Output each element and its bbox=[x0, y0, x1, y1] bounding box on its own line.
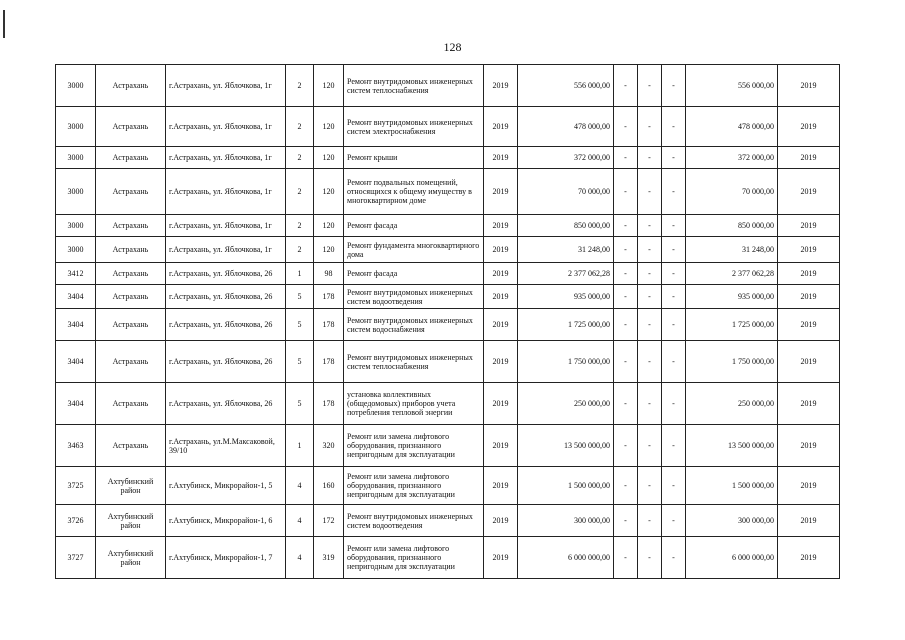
floors-cell: 1 bbox=[286, 425, 314, 467]
floors-cell: 5 bbox=[286, 285, 314, 309]
city-cell: Астрахань bbox=[96, 309, 166, 341]
floors-cell: 2 bbox=[286, 65, 314, 107]
city-cell: Астрахань bbox=[96, 285, 166, 309]
total-cell: 850 000,00 bbox=[686, 215, 778, 237]
dash-cell: - bbox=[614, 425, 638, 467]
completion-year-cell: 2019 bbox=[778, 537, 840, 579]
dash-cell: - bbox=[638, 505, 662, 537]
work-type-cell: Ремонт подвальных помещений, относящихся к общему имуществу в многоквартирном доме bbox=[344, 169, 484, 215]
row-id: 3000 bbox=[56, 107, 96, 147]
apartments-cell: 319 bbox=[314, 537, 344, 579]
amount-cell: 6 000 000,00 bbox=[518, 537, 614, 579]
city-cell: Астрахань bbox=[96, 107, 166, 147]
table-row bbox=[56, 309, 840, 341]
row-id: 3000 bbox=[56, 169, 96, 215]
total-cell: 70 000,00 bbox=[686, 169, 778, 215]
dash-cell: - bbox=[662, 425, 686, 467]
table-row bbox=[56, 505, 840, 537]
total-cell: 2 377 062,28 bbox=[686, 263, 778, 285]
completion-year-cell: 2019 bbox=[778, 215, 840, 237]
completion-year-cell: 2019 bbox=[778, 147, 840, 169]
city-cell: Астрахань bbox=[96, 215, 166, 237]
completion-year-cell: 2019 bbox=[778, 383, 840, 425]
work-type-cell: Ремонт внутридомовых инженерных систем электроснабжения bbox=[344, 107, 484, 147]
total-cell: 31 248,00 bbox=[686, 237, 778, 263]
city-cell: Астрахань bbox=[96, 65, 166, 107]
total-cell: 250 000,00 bbox=[686, 383, 778, 425]
city-cell: Астрахань bbox=[96, 237, 166, 263]
amount-cell: 250 000,00 bbox=[518, 383, 614, 425]
apartments-cell: 120 bbox=[314, 169, 344, 215]
table-row bbox=[56, 65, 840, 107]
completion-year-cell: 2019 bbox=[778, 65, 840, 107]
dash-cell: - bbox=[638, 537, 662, 579]
table-row bbox=[56, 147, 840, 169]
work-type-cell: Ремонт фасада bbox=[344, 215, 484, 237]
work-type-cell: Ремонт или замена лифтового оборудования, признанного непригодным для эксплуатации bbox=[344, 425, 484, 467]
apartments-cell: 178 bbox=[314, 309, 344, 341]
work-type-cell: Ремонт внутридомовых инженерных систем водоотведения bbox=[344, 505, 484, 537]
dash-cell: - bbox=[662, 65, 686, 107]
completion-year-cell: 2019 bbox=[778, 341, 840, 383]
address-cell: г.Астрахань, ул. Яблочкова, 26 bbox=[166, 383, 286, 425]
address-cell: г.Астрахань, ул. Яблочкова, 1г bbox=[166, 237, 286, 263]
total-cell: 13 500 000,00 bbox=[686, 425, 778, 467]
row-id: 3404 bbox=[56, 285, 96, 309]
dash-cell: - bbox=[614, 537, 638, 579]
floors-cell: 2 bbox=[286, 237, 314, 263]
completion-year-cell: 2019 bbox=[778, 107, 840, 147]
dash-cell: - bbox=[638, 237, 662, 263]
city-cell: Астрахань bbox=[96, 169, 166, 215]
amount-cell: 850 000,00 bbox=[518, 215, 614, 237]
dash-cell: - bbox=[638, 341, 662, 383]
address-cell: г.Астрахань, ул. Яблочкова, 1г bbox=[166, 107, 286, 147]
table-row bbox=[56, 263, 840, 285]
city-cell: Астрахань bbox=[96, 263, 166, 285]
table-row bbox=[56, 215, 840, 237]
city-cell: Ахтубинский район bbox=[96, 467, 166, 505]
address-cell: г.Ахтубинск, Микрорайон-1, 7 bbox=[166, 537, 286, 579]
address-cell: г.Астрахань, ул. Яблочкова, 26 bbox=[166, 263, 286, 285]
apartments-cell: 120 bbox=[314, 215, 344, 237]
table-row bbox=[56, 383, 840, 425]
apartments-cell: 120 bbox=[314, 65, 344, 107]
dash-cell: - bbox=[662, 383, 686, 425]
floors-cell: 1 bbox=[286, 263, 314, 285]
year-cell: 2019 bbox=[484, 169, 518, 215]
apartments-cell: 320 bbox=[314, 425, 344, 467]
completion-year-cell: 2019 bbox=[778, 505, 840, 537]
address-cell: г.Ахтубинск, Микрорайон-1, 6 bbox=[166, 505, 286, 537]
apartments-cell: 178 bbox=[314, 285, 344, 309]
row-id: 3412 bbox=[56, 263, 96, 285]
dash-cell: - bbox=[638, 147, 662, 169]
dash-cell: - bbox=[638, 383, 662, 425]
floors-cell: 5 bbox=[286, 383, 314, 425]
city-cell: Астрахань bbox=[96, 425, 166, 467]
year-cell: 2019 bbox=[484, 341, 518, 383]
amount-cell: 2 377 062,28 bbox=[518, 263, 614, 285]
year-cell: 2019 bbox=[484, 237, 518, 263]
year-cell: 2019 bbox=[484, 65, 518, 107]
dash-cell: - bbox=[638, 425, 662, 467]
address-cell: г.Астрахань, ул. Яблочкова, 26 bbox=[166, 309, 286, 341]
floors-cell: 2 bbox=[286, 215, 314, 237]
completion-year-cell: 2019 bbox=[778, 309, 840, 341]
table-row bbox=[56, 425, 840, 467]
floors-cell: 2 bbox=[286, 107, 314, 147]
total-cell: 1 725 000,00 bbox=[686, 309, 778, 341]
page-number: 128 bbox=[443, 40, 462, 54]
row-id: 3000 bbox=[56, 147, 96, 169]
work-type-cell: Ремонт внутридомовых инженерных систем водоснабжения bbox=[344, 309, 484, 341]
address-cell: г.Астрахань, ул. Яблочкова, 1г bbox=[166, 65, 286, 107]
address-cell: г.Астрахань, ул.М.Максаковой, 39/10 bbox=[166, 425, 286, 467]
amount-cell: 13 500 000,00 bbox=[518, 425, 614, 467]
dash-cell: - bbox=[614, 505, 638, 537]
dash-cell: - bbox=[662, 505, 686, 537]
total-cell: 372 000,00 bbox=[686, 147, 778, 169]
total-cell: 556 000,00 bbox=[686, 65, 778, 107]
address-cell: г.Астрахань, ул. Яблочкова, 1г bbox=[166, 169, 286, 215]
dash-cell: - bbox=[662, 107, 686, 147]
dash-cell: - bbox=[662, 341, 686, 383]
city-cell: Астрахань bbox=[96, 383, 166, 425]
address-cell: г.Ахтубинск, Микрорайон-1, 5 bbox=[166, 467, 286, 505]
row-id: 3727 bbox=[56, 537, 96, 579]
row-id: 3000 bbox=[56, 215, 96, 237]
completion-year-cell: 2019 bbox=[778, 263, 840, 285]
apartments-cell: 98 bbox=[314, 263, 344, 285]
dash-cell: - bbox=[662, 467, 686, 505]
address-cell: г.Астрахань, ул. Яблочкова, 26 bbox=[166, 285, 286, 309]
total-cell: 1 750 000,00 bbox=[686, 341, 778, 383]
completion-year-cell: 2019 bbox=[778, 467, 840, 505]
city-cell: Ахтубинский район bbox=[96, 537, 166, 579]
dash-cell: - bbox=[614, 107, 638, 147]
floors-cell: 5 bbox=[286, 309, 314, 341]
dash-cell: - bbox=[614, 383, 638, 425]
address-cell: г.Астрахань, ул. Яблочкова, 1г bbox=[166, 215, 286, 237]
total-cell: 6 000 000,00 bbox=[686, 537, 778, 579]
row-id: 3725 bbox=[56, 467, 96, 505]
completion-year-cell: 2019 bbox=[778, 237, 840, 263]
dash-cell: - bbox=[662, 147, 686, 169]
amount-cell: 372 000,00 bbox=[518, 147, 614, 169]
table-row bbox=[56, 341, 840, 383]
amount-cell: 1 725 000,00 bbox=[518, 309, 614, 341]
dash-cell: - bbox=[614, 341, 638, 383]
completion-year-cell: 2019 bbox=[778, 285, 840, 309]
address-cell: г.Астрахань, ул. Яблочкова, 26 bbox=[166, 341, 286, 383]
table-row bbox=[56, 107, 840, 147]
dash-cell: - bbox=[614, 147, 638, 169]
city-cell: Ахтубинский район bbox=[96, 505, 166, 537]
dash-cell: - bbox=[662, 215, 686, 237]
amount-cell: 300 000,00 bbox=[518, 505, 614, 537]
city-cell: Астрахань bbox=[96, 341, 166, 383]
apartments-cell: 120 bbox=[314, 107, 344, 147]
table-row bbox=[56, 169, 840, 215]
amount-cell: 556 000,00 bbox=[518, 65, 614, 107]
apartments-cell: 178 bbox=[314, 383, 344, 425]
dash-cell: - bbox=[614, 467, 638, 505]
completion-year-cell: 2019 bbox=[778, 425, 840, 467]
total-cell: 300 000,00 bbox=[686, 505, 778, 537]
year-cell: 2019 bbox=[484, 147, 518, 169]
year-cell: 2019 bbox=[484, 467, 518, 505]
dash-cell: - bbox=[662, 169, 686, 215]
year-cell: 2019 bbox=[484, 309, 518, 341]
amount-cell: 935 000,00 bbox=[518, 285, 614, 309]
address-cell: г.Астрахань, ул. Яблочкова, 1г bbox=[166, 147, 286, 169]
work-type-cell: Ремонт фундамента многоквартирного дома bbox=[344, 237, 484, 263]
floors-cell: 2 bbox=[286, 169, 314, 215]
year-cell: 2019 bbox=[484, 263, 518, 285]
amount-cell: 70 000,00 bbox=[518, 169, 614, 215]
apartments-cell: 120 bbox=[314, 147, 344, 169]
work-type-cell: Ремонт или замена лифтового оборудования, признанного непригодным для эксплуатации bbox=[344, 537, 484, 579]
floors-cell: 4 bbox=[286, 537, 314, 579]
year-cell: 2019 bbox=[484, 383, 518, 425]
dash-cell: - bbox=[614, 65, 638, 107]
row-id: 3404 bbox=[56, 309, 96, 341]
floors-cell: 5 bbox=[286, 341, 314, 383]
dash-cell: - bbox=[638, 467, 662, 505]
table-row bbox=[56, 467, 840, 505]
year-cell: 2019 bbox=[484, 107, 518, 147]
amount-cell: 1 500 000,00 bbox=[518, 467, 614, 505]
year-cell: 2019 bbox=[484, 537, 518, 579]
city-cell: Астрахань bbox=[96, 147, 166, 169]
year-cell: 2019 bbox=[484, 425, 518, 467]
year-cell: 2019 bbox=[484, 505, 518, 537]
dash-cell: - bbox=[662, 237, 686, 263]
dash-cell: - bbox=[638, 107, 662, 147]
dash-cell: - bbox=[614, 215, 638, 237]
dash-cell: - bbox=[638, 263, 662, 285]
dash-cell: - bbox=[638, 215, 662, 237]
amount-cell: 478 000,00 bbox=[518, 107, 614, 147]
work-type-cell: Ремонт крыши bbox=[344, 147, 484, 169]
row-id: 3000 bbox=[56, 65, 96, 107]
amount-cell: 1 750 000,00 bbox=[518, 341, 614, 383]
row-id: 3463 bbox=[56, 425, 96, 467]
apartments-cell: 172 bbox=[314, 505, 344, 537]
dash-cell: - bbox=[638, 65, 662, 107]
dash-cell: - bbox=[614, 285, 638, 309]
dash-cell: - bbox=[662, 285, 686, 309]
dash-cell: - bbox=[614, 169, 638, 215]
total-cell: 1 500 000,00 bbox=[686, 467, 778, 505]
apartments-cell: 178 bbox=[314, 341, 344, 383]
table-row bbox=[56, 237, 840, 263]
dash-cell: - bbox=[662, 309, 686, 341]
work-type-cell: Ремонт или замена лифтового оборудования, признанного непригодным для эксплуатации bbox=[344, 467, 484, 505]
year-cell: 2019 bbox=[484, 215, 518, 237]
repair-program-table bbox=[55, 64, 840, 579]
table-row bbox=[56, 285, 840, 309]
year-cell: 2019 bbox=[484, 285, 518, 309]
work-type-cell: Ремонт внутридомовых инженерных систем водоотведения bbox=[344, 285, 484, 309]
dash-cell: - bbox=[614, 237, 638, 263]
dash-cell: - bbox=[662, 537, 686, 579]
amount-cell: 31 248,00 bbox=[518, 237, 614, 263]
table-row bbox=[56, 537, 840, 579]
apartments-cell: 160 bbox=[314, 467, 344, 505]
row-id: 3000 bbox=[56, 237, 96, 263]
total-cell: 935 000,00 bbox=[686, 285, 778, 309]
row-id: 3404 bbox=[56, 383, 96, 425]
dash-cell: - bbox=[638, 309, 662, 341]
dash-cell: - bbox=[638, 169, 662, 215]
floors-cell: 2 bbox=[286, 147, 314, 169]
row-id: 3726 bbox=[56, 505, 96, 537]
total-cell: 478 000,00 bbox=[686, 107, 778, 147]
completion-year-cell: 2019 bbox=[778, 169, 840, 215]
dash-cell: - bbox=[614, 309, 638, 341]
work-type-cell: установка коллективных (общедомовых) приборов учета потребления тепловой энергии bbox=[344, 383, 484, 425]
scan-edge-mark bbox=[3, 10, 5, 38]
floors-cell: 4 bbox=[286, 467, 314, 505]
dash-cell: - bbox=[614, 263, 638, 285]
dash-cell: - bbox=[662, 263, 686, 285]
work-type-cell: Ремонт внутридомовых инженерных систем теплоснабжения bbox=[344, 341, 484, 383]
row-id: 3404 bbox=[56, 341, 96, 383]
dash-cell: - bbox=[638, 285, 662, 309]
work-type-cell: Ремонт фасада bbox=[344, 263, 484, 285]
floors-cell: 4 bbox=[286, 505, 314, 537]
apartments-cell: 120 bbox=[314, 237, 344, 263]
work-type-cell: Ремонт внутридомовых инженерных систем теплоснабжения bbox=[344, 65, 484, 107]
